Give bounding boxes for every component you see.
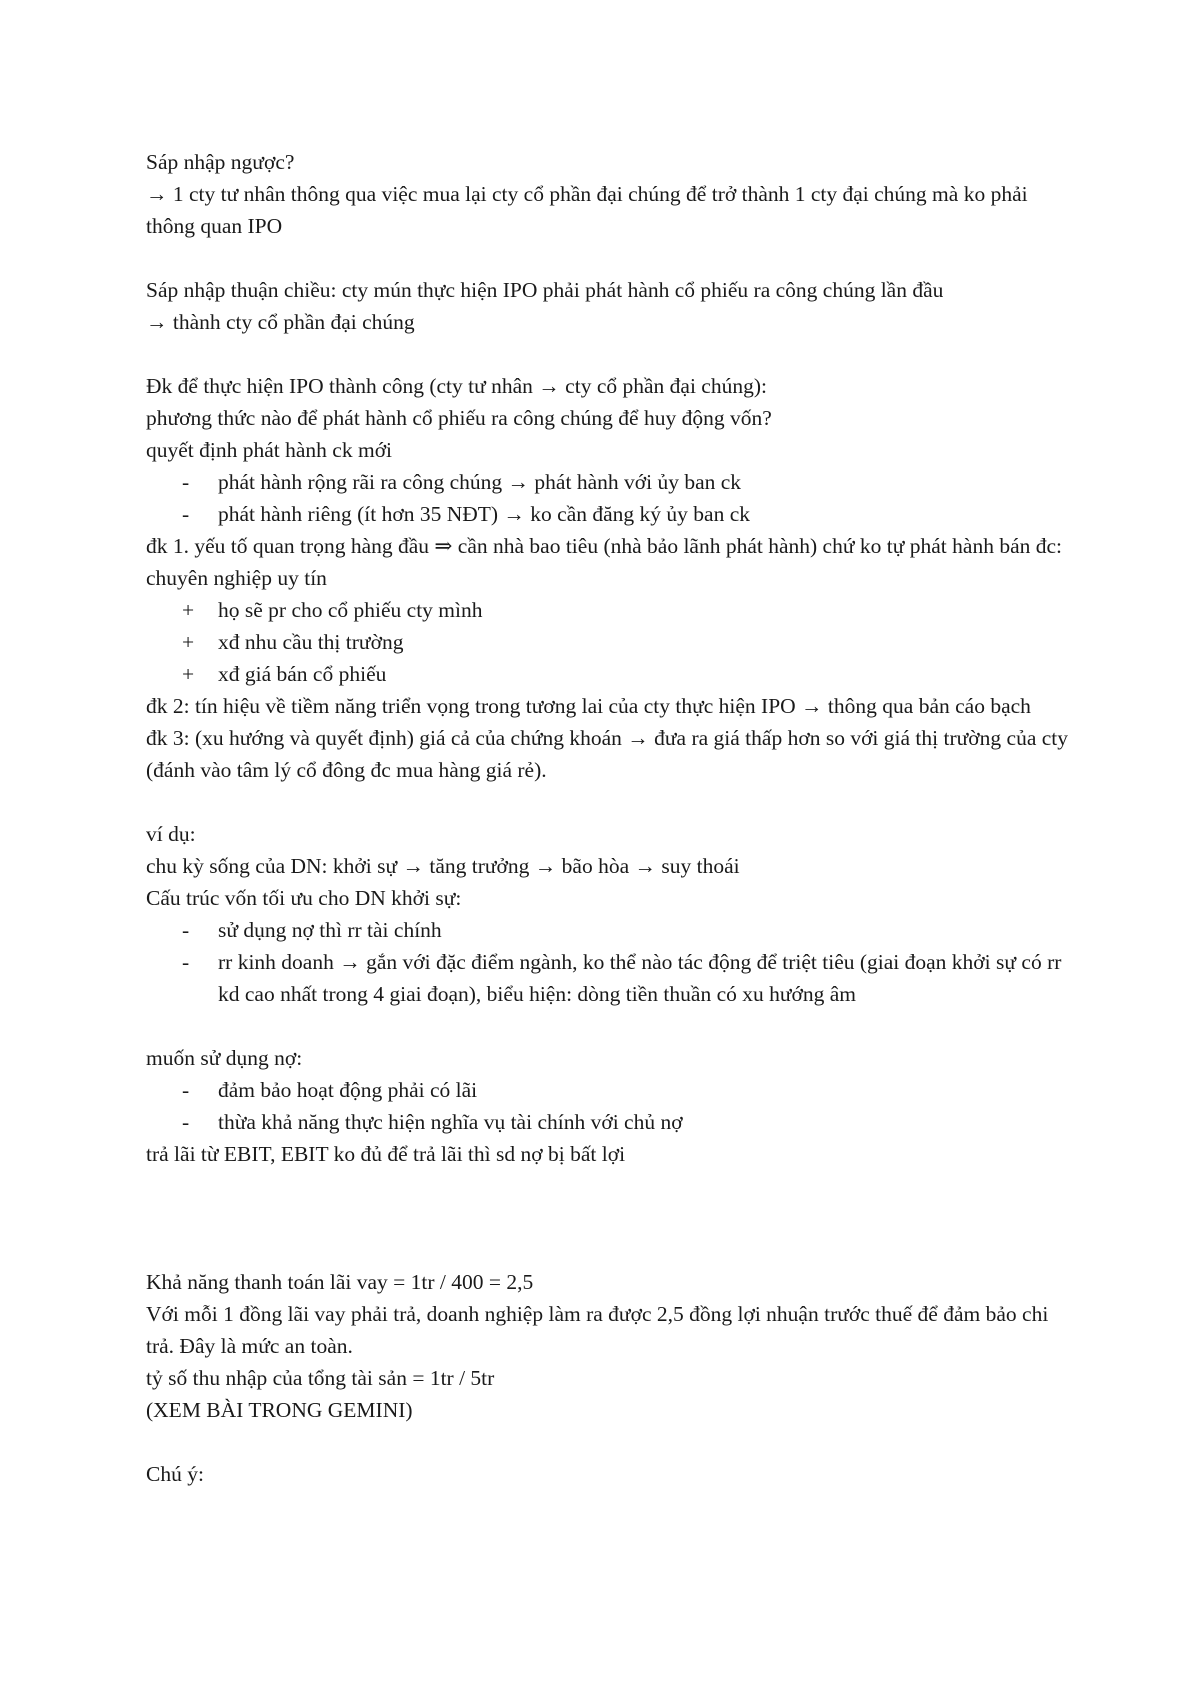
- text-forward-merger: Sáp nhập thuận chiều: cty mún thực hiện IPO phải phát hành cổ phiếu ra công chúng lần đầu: [146, 278, 944, 302]
- list-item-text: rr kinh doanh → gắn với đặc điểm ngành, ko thể nào tác động để triệt tiêu (giai đoạn khởi sự có rr kd cao nhất trong 4 giai đoạn), biểu hiện: dòng tiền thuần có xu hướng âm: [218, 950, 1062, 1006]
- condition-1-list: [146, 594, 1080, 690]
- heading-use-debt: muốn sử dụng nợ:: [146, 1046, 303, 1070]
- list-marker: +: [182, 598, 195, 622]
- debt-list: [146, 1074, 1080, 1138]
- list-marker: -: [182, 470, 190, 494]
- list-marker: -: [182, 1078, 190, 1102]
- list-marker: -: [182, 950, 190, 974]
- list-item-text: đảm bảo hoạt động phải có lãi: [218, 1078, 478, 1102]
- heading-reverse-merger: Sáp nhập ngược?: [146, 150, 295, 174]
- heading-note: Chú ý:: [146, 1462, 204, 1486]
- list-item: [146, 658, 1080, 690]
- issue-method-list: [146, 466, 1080, 530]
- list-item-text: phát hành rộng rãi ra công chúng → phát hành với ủy ban ck: [218, 470, 742, 494]
- list-marker: -: [182, 502, 190, 526]
- list-item: [146, 914, 1080, 946]
- text-roa-ratio: tỷ số thu nhập của tổng tài sản = 1tr / 5tr: [146, 1366, 495, 1390]
- risk-list: [146, 914, 1080, 1010]
- text-reverse-merger-desc: → 1 cty tư nhân thông qua việc mua lại cty cổ phần đại chúng để trở thành 1 cty đại chúng mà ko phải thông quan IPO: [146, 182, 1028, 238]
- list-item-text: sử dụng nợ thì rr tài chính: [218, 918, 442, 942]
- text-interest-coverage: Khả năng thanh toán lãi vay = 1tr / 400 = 2,5: [146, 1270, 534, 1294]
- list-marker: +: [182, 630, 195, 654]
- text-ipo-conditions: Đk để thực hiện IPO thành công (cty tư nhân → cty cổ phần đại chúng):: [146, 374, 767, 398]
- list-item: [146, 1074, 1080, 1106]
- list-item: [146, 626, 1080, 658]
- text-capital-structure: Cấu trúc vốn tối ưu cho DN khởi sự:: [146, 886, 462, 910]
- text-ebit-note: trả lãi từ EBIT, EBIT ko đủ để trả lãi thì sd nợ bị bất lợi: [146, 1142, 626, 1166]
- text-life-cycle: chu kỳ sống của DN: khởi sự → tăng trưởng → bão hòa → suy thoái: [146, 854, 740, 878]
- list-item-text: thừa khả năng thực hiện nghĩa vụ tài chính với chủ nợ: [218, 1110, 683, 1134]
- heading-example: ví dụ:: [146, 822, 196, 846]
- list-item: [146, 946, 1080, 1010]
- list-item: [146, 594, 1080, 626]
- list-marker: -: [182, 918, 190, 942]
- text-forward-merger-result: → thành cty cổ phần đại chúng: [146, 310, 415, 334]
- text-condition-1: đk 1. yếu tố quan trọng hàng đầu ⇒ cần nhà bao tiêu (nhà bảo lãnh phát hành) chứ ko tự phát hành bán đc: chuyên nghiệp uy tín: [146, 534, 1062, 590]
- text-issue-method: phương thức nào để phát hành cổ phiếu ra công chúng để huy động vốn?: [146, 406, 772, 430]
- list-marker: +: [182, 662, 195, 686]
- list-item-text: xđ giá bán cổ phiếu: [218, 662, 387, 686]
- text-condition-3: đk 3: (xu hướng và quyết định) giá cả của chứng khoán → đưa ra giá thấp hơn so với giá thị trường của cty (đánh vào tâm lý cổ đông đc mua hàng giá rẻ).: [146, 726, 1069, 782]
- list-item: [146, 466, 1080, 498]
- list-item-text: phát hành riêng (ít hơn 35 NĐT) → ko cần đăng ký ủy ban ck: [218, 502, 751, 526]
- text-gemini-note: (XEM BÀI TRONG GEMINI): [146, 1398, 413, 1422]
- list-item: [146, 1106, 1080, 1138]
- text-interest-coverage-explain: Với mỗi 1 đồng lãi vay phải trả, doanh nghiệp làm ra được 2,5 đồng lợi nhuận trước thuế để đảm bảo chi trả. Đây là mức an toàn.: [146, 1302, 1049, 1358]
- list-item: [146, 498, 1080, 530]
- text-issue-decision: quyết định phát hành ck mới: [146, 438, 393, 462]
- list-item-text: họ sẽ pr cho cổ phiếu cty mình: [218, 598, 483, 622]
- list-item-text: xđ nhu cầu thị trường: [218, 630, 404, 654]
- text-condition-2: đk 2: tín hiệu về tiềm năng triển vọng trong tương lai của cty thực hiện IPO → thông qua bản cáo bạch: [146, 694, 1031, 718]
- list-marker: -: [182, 1110, 190, 1134]
